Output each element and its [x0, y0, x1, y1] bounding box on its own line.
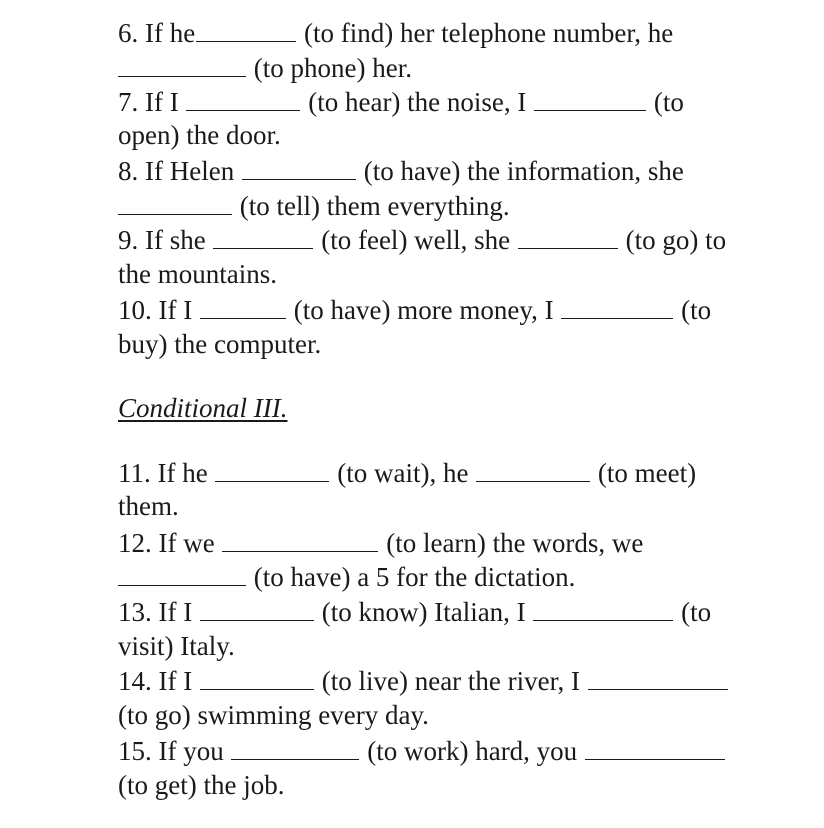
verb-hint: (to live) near the river, I	[321, 666, 581, 696]
exercise-9-line-1	[118, 224, 726, 255]
exercise-number: 14.	[118, 666, 152, 696]
verb-hint: (to get) the job.	[118, 770, 285, 800]
exercise-11-line-1	[118, 457, 696, 488]
verb-hint: (to work) hard, you	[367, 736, 578, 766]
answer-blank[interactable]	[200, 665, 314, 690]
exercise-12-line-1	[118, 527, 643, 558]
exercise-number: 11.	[118, 458, 151, 488]
exercise-lead: If we	[158, 528, 215, 558]
answer-blank[interactable]	[118, 190, 232, 215]
exercise-lead: If Helen	[145, 156, 235, 186]
answer-blank[interactable]	[585, 735, 725, 760]
exercise-lead: If she	[145, 225, 206, 255]
verb-hint: (to know) Italian, I	[321, 597, 526, 627]
answer-blank[interactable]	[561, 294, 673, 319]
answer-blank[interactable]	[118, 52, 246, 77]
exercise-lead: If I	[158, 597, 193, 627]
exercise-number: 13.	[118, 597, 152, 627]
answer-blank[interactable]	[518, 224, 618, 249]
exercise-lead: If he	[145, 18, 196, 48]
answer-blank[interactable]	[215, 457, 329, 482]
exercise-11-line-2	[118, 491, 179, 521]
exercise-7-line-2	[118, 120, 281, 150]
answer-blank[interactable]	[231, 735, 359, 760]
answer-blank[interactable]	[200, 294, 286, 319]
answer-blank[interactable]	[222, 527, 378, 552]
exercise-15-line-2	[118, 770, 284, 800]
exercise-lead: If I	[158, 295, 193, 325]
answer-blank[interactable]	[588, 665, 728, 690]
verb-hint: (to tell) them everything.	[239, 191, 510, 221]
exercise-6-line-2	[118, 52, 412, 83]
exercise-number: 10.	[118, 295, 152, 325]
exercise-number: 7.	[118, 87, 139, 117]
exercise-number: 6.	[118, 18, 139, 48]
exercise-8-line-2	[118, 190, 510, 221]
answer-blank[interactable]	[242, 155, 356, 180]
verb-hint: (to go) swimming every day.	[118, 700, 429, 730]
exercise-9-line-2	[118, 259, 277, 289]
answer-blank[interactable]	[118, 561, 246, 586]
verb-hint: (to phone) her.	[253, 53, 412, 83]
answer-blank[interactable]	[533, 596, 673, 621]
exercise-13-line-1	[118, 596, 711, 627]
verb-hint: (to learn) the words, we	[386, 528, 644, 558]
exercise-7-line-1	[118, 86, 684, 117]
exercise-8-line-1	[118, 155, 684, 186]
answer-blank[interactable]	[534, 86, 646, 111]
verb-hint: (to have) a 5 for the dictation.	[253, 562, 576, 592]
verb-hint: visit) Italy.	[118, 631, 235, 661]
answer-blank[interactable]	[476, 457, 590, 482]
answer-blank[interactable]	[213, 224, 313, 249]
verb-hint: (to find) her telephone number, he	[303, 18, 674, 48]
exercise-10-line-1	[118, 294, 711, 325]
verb-hint: (to	[653, 87, 684, 117]
exercise-14-line-2	[118, 700, 429, 730]
answer-blank[interactable]	[196, 17, 296, 42]
exercise-14-line-1	[118, 665, 729, 696]
verb-hint: (to wait), he	[337, 458, 469, 488]
verb-hint: (to	[681, 597, 712, 627]
exercise-number: 15.	[118, 736, 152, 766]
exercise-lead: If I	[145, 87, 179, 117]
exercise-lead: If you	[158, 736, 224, 766]
answer-blank[interactable]	[186, 86, 300, 111]
answer-blank[interactable]	[200, 596, 314, 621]
section-heading: Conditional III.	[118, 393, 288, 423]
verb-hint: the mountains.	[118, 259, 277, 289]
exercise-number: 9.	[118, 225, 139, 255]
exercise-lead: If he	[157, 458, 208, 488]
verb-hint: (to have) the information, she	[363, 156, 684, 186]
verb-hint: buy) the computer.	[118, 329, 322, 359]
exercise-12-line-2	[118, 561, 575, 592]
verb-hint: (to hear) the noise, I	[308, 87, 527, 117]
verb-hint: them.	[118, 491, 179, 521]
verb-hint: (to meet)	[597, 458, 697, 488]
verb-hint: (to feel) well, she	[321, 225, 511, 255]
verb-hint: (to have) more money, I	[293, 295, 554, 325]
exercise-13-line-2	[118, 631, 235, 661]
exercise-6-line-1	[118, 17, 673, 48]
exercise-lead: If I	[158, 666, 193, 696]
exercise-number: 12.	[118, 528, 152, 558]
verb-hint: (to	[681, 295, 712, 325]
verb-hint: open) the door.	[118, 120, 281, 150]
verb-hint: (to go) to	[625, 225, 727, 255]
exercise-15-line-1	[118, 735, 726, 766]
exercise-10-line-2	[118, 329, 321, 359]
exercise-number: 8.	[118, 156, 139, 186]
